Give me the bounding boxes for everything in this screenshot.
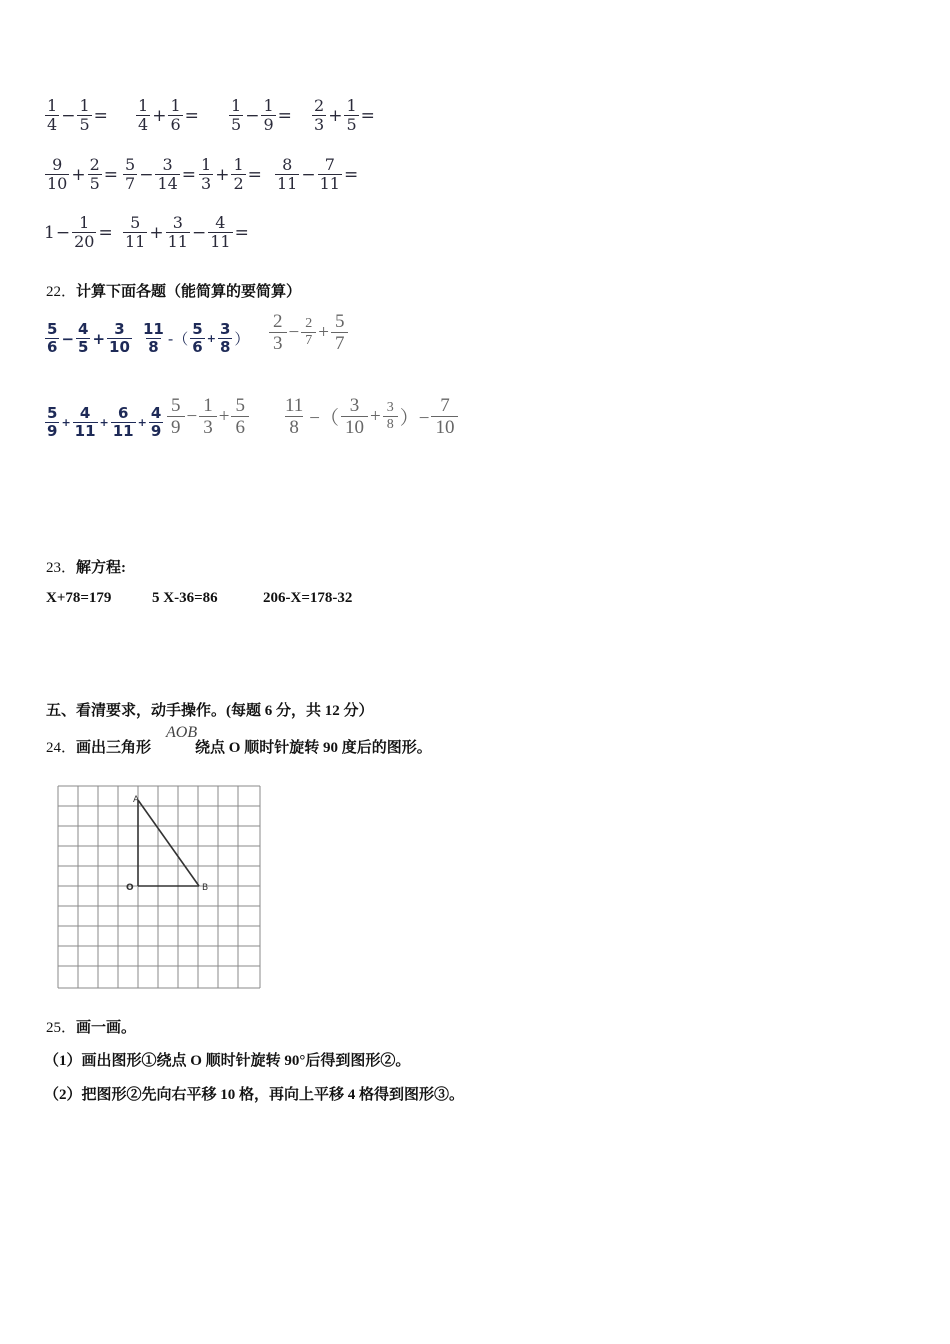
fraction: 1 5: [231, 96, 242, 134]
q21-r1-expr-1: 1 4 − $\frac{1}{5}$ =: [47, 96, 108, 134]
triangle-aob-label: AOB: [166, 724, 198, 741]
fraction: $\frac{3}{11}$: [167, 213, 188, 251]
q21-r2-expr-1: 9 10 + $\frac{2}{5}$ =: [47, 155, 119, 193]
q22-heading: 22．计算下面各题（能简算的要简算）: [46, 284, 302, 300]
q22-r1-expr-3: 2 3 − $\frac{2}{7}$ + $\frac{5}{7}$: [268, 312, 349, 353]
triangle-aob: [138, 800, 199, 886]
section-5-title: 五、看清要求，动手操作。(每题 6 分，共 12 分）: [46, 703, 374, 719]
fraction: 1 4: [138, 96, 149, 134]
fraction: $\frac{1}{20}$: [74, 213, 95, 251]
q21-r3-expr-2: 5 11 + $\frac{3}{11}$ − $\frac{4}{11}$ =: [125, 213, 249, 251]
fraction: $\frac{4}{11}$: [210, 213, 231, 251]
fraction: $\frac{1}{5}$: [79, 96, 90, 134]
q25-part-1: （1）画出图形①绕点 O 顺时针旋转 90°后得到图形②。: [44, 1053, 411, 1069]
q23-equation-3: 206-X=178-32: [263, 590, 353, 606]
fraction: 5 11: [125, 213, 146, 251]
fraction: 9 10: [47, 155, 68, 193]
q21-r1-expr-3: 1 5 − $\frac{1}{9}$ =: [231, 96, 292, 134]
q25-heading: 25．画一画。: [46, 1020, 137, 1036]
q24-heading: 24．画出三角形 绕点 O 顺时针旋转 90 度后的图形。: [46, 740, 432, 756]
fraction: $\frac{2}{5}$: [89, 155, 100, 193]
q22-r2-expr-2: 5 9 − $\frac{1}{3}$ + $\frac{5}{6}$: [166, 396, 250, 437]
q23-equation-2: 5 X-36=86: [152, 590, 218, 606]
q21-r2-expr-4: 8 11 − $\frac{7}{11}$ =: [277, 155, 359, 193]
point-b-label: B: [202, 883, 209, 893]
q21-r3-expr-1: 1 − $\frac{1}{20}$ =: [44, 213, 113, 251]
q22-r2-expr-3: 11 8 −（ 3 10 + $\frac{3}{8}$ ）− $\frac{7}{10}$: [280, 396, 459, 437]
fraction: 1 4: [47, 96, 58, 134]
grid-lines: [58, 786, 260, 988]
fraction: $\frac{1}{5}$: [346, 96, 357, 134]
q21-r2-expr-2: 5 7 − $\frac{3}{14}$ =: [125, 155, 197, 193]
fraction: $\frac{1}{2}$: [233, 155, 244, 193]
q23-heading: 23．解方程:: [46, 560, 127, 576]
q22-r1-expr-2: 11 8 -（ 5 6 + $\frac{3}{8}$ ）: [143, 320, 250, 356]
fraction: $\frac{3}{14}$: [157, 155, 178, 193]
point-a-label: A: [133, 795, 140, 805]
fraction: $\frac{1}{9}$: [263, 96, 274, 134]
q21-r1-expr-4: 2 3 + $\frac{1}{5}$ =: [314, 96, 375, 134]
fraction: 8 11: [277, 155, 298, 193]
q21-r2-expr-3: 1 3 + $\frac{1}{2}$ =: [201, 155, 262, 193]
fraction: 1 3: [201, 155, 212, 193]
fraction: $\frac{7}{11}$: [319, 155, 340, 193]
q25-part-2: （2）把图形②先向右平移 10 格，再向上平移 4 格得到图形③。: [44, 1087, 465, 1103]
q22-r1-expr-1: 5 6 − $\frac{4}{5}$ + $\frac{3}{10}$: [47, 320, 130, 356]
q23-equation-1: X+78=179: [46, 590, 112, 606]
rotation-grid-figure: [56, 784, 262, 990]
q22-r2-expr-1: 5 9 + $\frac{4}{11}$ + $\frac{6}{11}$ + $\frac{4}{9}$: [47, 404, 162, 440]
fraction: $\frac{1}{6}$: [170, 96, 181, 134]
fraction: 5 7: [125, 155, 136, 193]
fraction: 2 3: [314, 96, 325, 134]
q21-r1-expr-2: 1 4 + $\frac{1}{6}$ =: [138, 96, 199, 134]
point-o-label: O: [126, 883, 134, 893]
